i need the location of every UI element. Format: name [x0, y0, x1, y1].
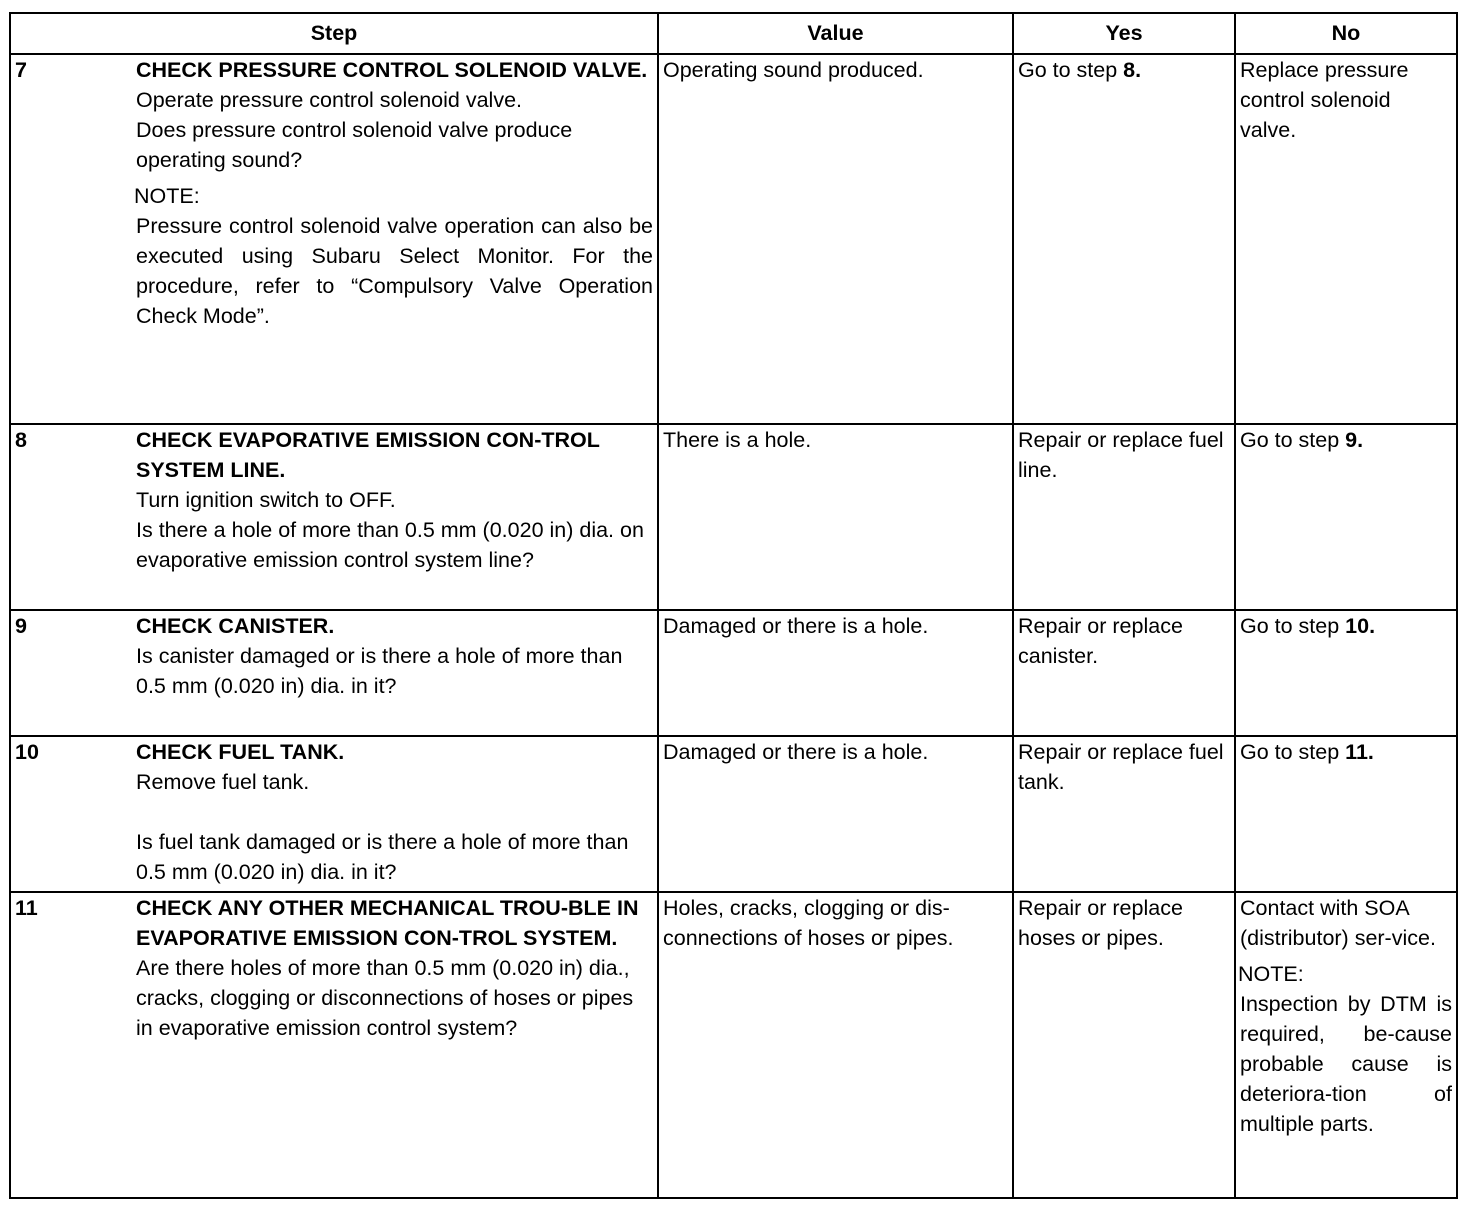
yes-cell: Repair or replace fuel tank.: [1013, 736, 1235, 892]
header-row: [10, 13, 1457, 54]
header-no: No: [1235, 13, 1457, 54]
note-label: NOTE:: [1238, 962, 1304, 986]
note-text: Inspection by DTM is required, be-cause probable cause is deteriora-tion of multiple parts.: [1240, 992, 1452, 1136]
no-text: Contact with SOA (distributor) ser-vice.: [1240, 896, 1436, 950]
step-number: 9: [10, 610, 132, 736]
step-title: CHECK CANISTER.: [136, 614, 335, 638]
diagnostic-table: [9, 12, 1458, 1199]
value-cell: Damaged or there is a hole.: [658, 610, 1013, 736]
table-row: [10, 892, 1457, 1198]
note-text: Pressure control solenoid valve operation can also be executed using Subaru Select Monitor. For the procedure, refer to “Compulsory Valve Operation Check Mode”.: [136, 214, 653, 328]
header-yes: Yes: [1013, 13, 1235, 54]
no-cell: [1235, 736, 1457, 892]
yes-step-ref: 8.: [1123, 58, 1142, 82]
step-title: CHECK EVAPORATIVE EMISSION CON-TROL SYSTEM LINE.: [136, 428, 600, 482]
no-cell: [1235, 424, 1457, 610]
value-cell: Holes, cracks, clogging or dis-connections of hoses or pipes.: [658, 892, 1013, 1198]
no-step-ref: 9.: [1345, 428, 1364, 452]
step-description: [132, 736, 658, 892]
yes-cell: Repair or replace fuel line.: [1013, 424, 1235, 610]
no-cell: Replace pressure control solenoid valve.: [1235, 54, 1457, 424]
step-question: Does pressure control solenoid valve produce operating sound?: [136, 118, 573, 172]
step-question: Is fuel tank damaged or is there a hole of more than 0.5 mm (0.020 in) dia. in it?: [136, 830, 629, 884]
table-row: [10, 54, 1457, 424]
note-label: NOTE:: [134, 184, 200, 208]
yes-cell: Repair or replace canister.: [1013, 610, 1235, 736]
no-cell: [1235, 892, 1457, 1198]
table-row: [10, 424, 1457, 610]
step-title: CHECK FUEL TANK.: [136, 740, 345, 764]
no-text: Go to step: [1240, 614, 1346, 638]
header-step: Step: [10, 13, 658, 54]
step-description: [132, 54, 658, 424]
step-title: CHECK ANY OTHER MECHANICAL TROU-BLE IN EVAPORATIVE EMISSION CON-TROL SYSTEM.: [136, 896, 639, 950]
header-value: Value: [658, 13, 1013, 54]
spacer: [136, 797, 653, 827]
step-question: Is canister damaged or is there a hole of more than 0.5 mm (0.020 in) dia. in it?: [136, 644, 623, 698]
no-text: Go to step: [1240, 740, 1346, 764]
step-instruction: Turn ignition switch to OFF.: [136, 488, 396, 512]
step-number: 7: [10, 54, 132, 424]
step-description: [132, 892, 658, 1198]
table-row: [10, 736, 1457, 892]
step-number: 10: [10, 736, 132, 892]
yes-cell: Repair or replace hoses or pipes.: [1013, 892, 1235, 1198]
yes-cell: [1013, 54, 1235, 424]
step-description: [132, 424, 658, 610]
step-instruction: Remove fuel tank.: [136, 770, 310, 794]
yes-text: Go to step: [1018, 58, 1124, 82]
no-step-ref: 11.: [1345, 740, 1374, 764]
value-cell: Operating sound produced.: [658, 54, 1013, 424]
step-number: 11: [10, 892, 132, 1198]
no-cell: [1235, 610, 1457, 736]
value-cell: Damaged or there is a hole.: [658, 736, 1013, 892]
step-description: [132, 610, 658, 736]
step-question: Is there a hole of more than 0.5 mm (0.020 in) dia. on evaporative emission control system line?: [136, 518, 644, 572]
step-instruction: Operate pressure control solenoid valve.: [136, 88, 523, 112]
step-number: 8: [10, 424, 132, 610]
table-row: [10, 610, 1457, 736]
step-question: Are there holes of more than 0.5 mm (0.020 in) dia., cracks, clogging or disconnections of hoses or pipes in evaporative emission control system?: [136, 956, 634, 1040]
value-cell: There is a hole.: [658, 424, 1013, 610]
no-step-ref: 10.: [1345, 614, 1376, 638]
step-title: CHECK PRESSURE CONTROL SOLENOID VALVE.: [136, 58, 648, 82]
no-text: Go to step: [1240, 428, 1346, 452]
